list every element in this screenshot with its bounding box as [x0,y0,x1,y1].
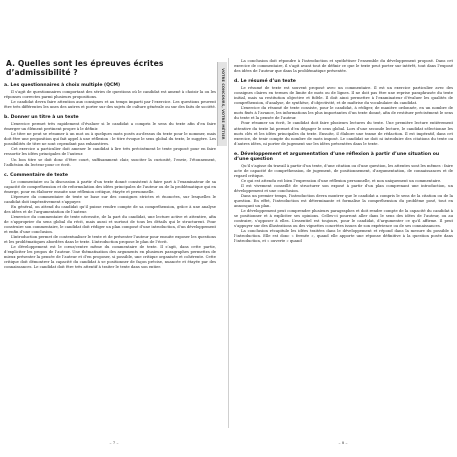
paragraph: Cet exercice a particulier doit amener le candidat à lire très précisément le texte proposé pour en faire ressortir les idées principales de l’auteur. [4,147,216,157]
right-page-content [234,59,453,433]
right-page [229,0,457,457]
paragraph: Ce qui est attendu est bien l’expression d’une réflexion personnelle, et non uniquement un commentaire. [241,178,442,183]
paragraph: L’exercice permet très rapidement d’évaluer si le candidat a compris le sens du texte afin d’en faire émerger un élément pertinent propre à le définir. [4,122,216,132]
left-page [0,0,228,457]
paragraph: L’exercice du commentaire de texte nécessite, de la part du candidat, une lecture active et attentive, afin de s’approprier du sens global du récit, mais aussi et surtout de tous les détails qui le structurent. Pour construire son commentaire, le candidat doit rédiger un plan composé d’une introduction, d’un développement et enfin d’une conclusion. [4,214,216,235]
section-heading-commentaire: c. Commentaire de texte [4,172,68,178]
section-heading-qcm: a. Les questionnaires à choix multiple (QCM) [4,83,121,88]
chapter-title: A. Quelles sont les épreuves écrites d’admissibilité ? [6,59,164,77]
spine-tab [217,62,227,146]
paragraph: En général, on attend du candidat qu’il puisse rendre compte de sa compréhension, grâce à une analyse des idées et de l’argumentation de l’auteur. [4,204,216,214]
paragraph: L’épreuve du commentaire de texte se base sur des consignes strictes et énoncées, sur lesquelles le candidat doit impérativement s’appuyer. [4,194,216,204]
paragraph: Le candidat devra faire attention aux consignes et au temps imparti par l’exercice. Les questions peuvent être très différentes les unes des autres et porter sur des sujets de culture générale ou sur des faits de société. [4,100,216,110]
section-heading-resume: d. Le résumé d’un texte [234,79,296,85]
paragraph: Pour résumer un écrit, le candidat doit faire plusieurs lectures du texte. Une première lecture entièrement attentive du texte lui permet d’en dégager le sens global. Lors d’une seconde lecture, le candidat sélectionne les mots clés et les idées principales du texte. Ensuite, il élabore une trame de rédaction. Il est impératif, dans cet exercice, de tenir compte du nombre de mots imposé. Le candidat ne doit ni introduire des citations du texte ou d’autres idées, ni porter de jugement sur les idées présentées dans le texte. [234,121,453,146]
paragraph: Le titre ne peut se résumer à un mot ou à quelques mots posés au-dessus du texte pour le nommer, mais doit être une proposition qui fait appel à une réflexion : le titre évoque le sens global du texte, le suggère. Les possibilités de titre ne sont cependant pas exhaustives. [4,132,216,147]
paragraph: Un bon titre se doit donc d’être court, suffisamment clair, susciter la curiosité, l’envie, l’étonnement, l’adhésion du lecteur pour ce écrit. [4,157,216,167]
paragraph: La conclusion récapitule les idées traitées dans le développement et répond dans la mesure du possible à l’introduction. Elle est donc « fermée », quand elle apporte une réponse définitive à la question posée dans l’introduction, et « ouverte » quand [234,229,453,244]
paragraph: Il s’agit de questionnaires comportant des séries de questions où le candidat est amené à choisir la ou les réponses correctes parmi plusieurs propositions. [4,90,216,100]
paragraph: Le commentaire ou la discussion à partir d’un texte donné consistent à faire part à l’examinateur de sa capacité de compréhension et de reformulation des idées principales de l’auteur ou de la problématique qui en émerge, pour en élaborer ensuite une réflexion critique, étayée et personnelle. [4,179,216,194]
left-page-content [4,59,216,433]
page-number-left: – 7 – [109,440,119,445]
paragraph: Dans un premier temps, l’introduction devra montrer que le candidat a compris le sens de la citation ou de la question. En effet, l’introduction est déterminante et formalise la compréhension du problème posé, tout en annonçant un plan. [234,193,453,209]
spine-label: VOTRE CONCOURS, VOTRE MÉTIER [220,68,225,140]
page-number-right: – 8 – [338,440,348,445]
paragraph: Le développement est le cœur/centre même du commentaire de texte. Il s’agit, dans cette partie, d’expliciter les propos de l’auteur. Une thématisation des arguments en plusieurs paragraphes permettra de mieux présenter la pensée de l’auteur et d’en proposer, si possible, une critique organisée et cohérente. Cette critique doit démontrer la capacité du candidat à se positionner de façon précise, nuancée et étayée par des connaissances. Le candidat doit être très attentif à traiter le texte dans son entier. [4,245,216,270]
section-heading-titre: b. Donner un titre à un texte [4,115,79,121]
paragraph: La conclusion doit répondre à l’introduction et synthétiser l’ensemble du développement proposé. Dans cet exercice de commentaire, il s’agit avant tout de définir ce que le texte peut porter sur intérêt, tout dans l’exposé des idées de l’auteur que dans la problématique présentée. [234,59,453,74]
paragraph: Qu’il s’agisse du travail à partir d’un texte, d’une citation ou d’une question, les attentes sont les mêmes : faire acte de capacité de compréhension, de jugement, de positionnement, d’argumentation, de connaissances et de regard critique. [234,163,453,178]
section-heading-reflexion: e. Développement et argumentation d’une réflexion à partir d’une situation ou d’une question [234,151,440,162]
paragraph: Le résumé de texte est souvent proposé avec un commentaire. Il est un exercice particulier avec des consignes claires en termes de limite de mots ou de lignes. Il ne doit pas être une reprise paraphrasée du texte initial, mais sa restitution objective et fidèle. Il doit ainsi permettre à l’examinateur d’évaluer les qualités de compréhension, d’analyse, de synthèse, d’objectivité, et de maîtrise du vocabulaire du candidat. [234,86,453,106]
paragraph: L’exercice du résumé de texte consiste, pour le candidat, à rédiger, de manière ordonnée, en un nombre de mots fixés à l’avance, les informations les plus importantes d’un texte donné, afin de restituer précisément le sens du texte et la pensée de l’auteur. [234,106,453,121]
paragraph: Le développement peut comprendre plusieurs paragraphes et doit rendre compte de la capacité du candidat à se positionner et à expliciter ses opinions. Celles-ci pourront aller dans le sens des idées de l’auteur, ou au contraire, s’opposer à elles. L’essentiel est toujours, pour le candidat, d’argumenter ce qu’il affirme. Il peut s’appuyer sur des illustrations ou des vignettes concrètes issues de son expérience ou de ses connaissances. [234,209,453,229]
paragraph: Il est vivement conseillé de structurer son exposé à partir d’un plan comprenant une introduction, un développement et une conclusion. [234,183,453,193]
paragraph: L’introduction permet de contextualiser le texte et de présenter l’auteur pour ensuite exposer les questions et les problématiques abordées dans le texte. L’introduction propose le plan de l’écrit. [4,235,216,245]
